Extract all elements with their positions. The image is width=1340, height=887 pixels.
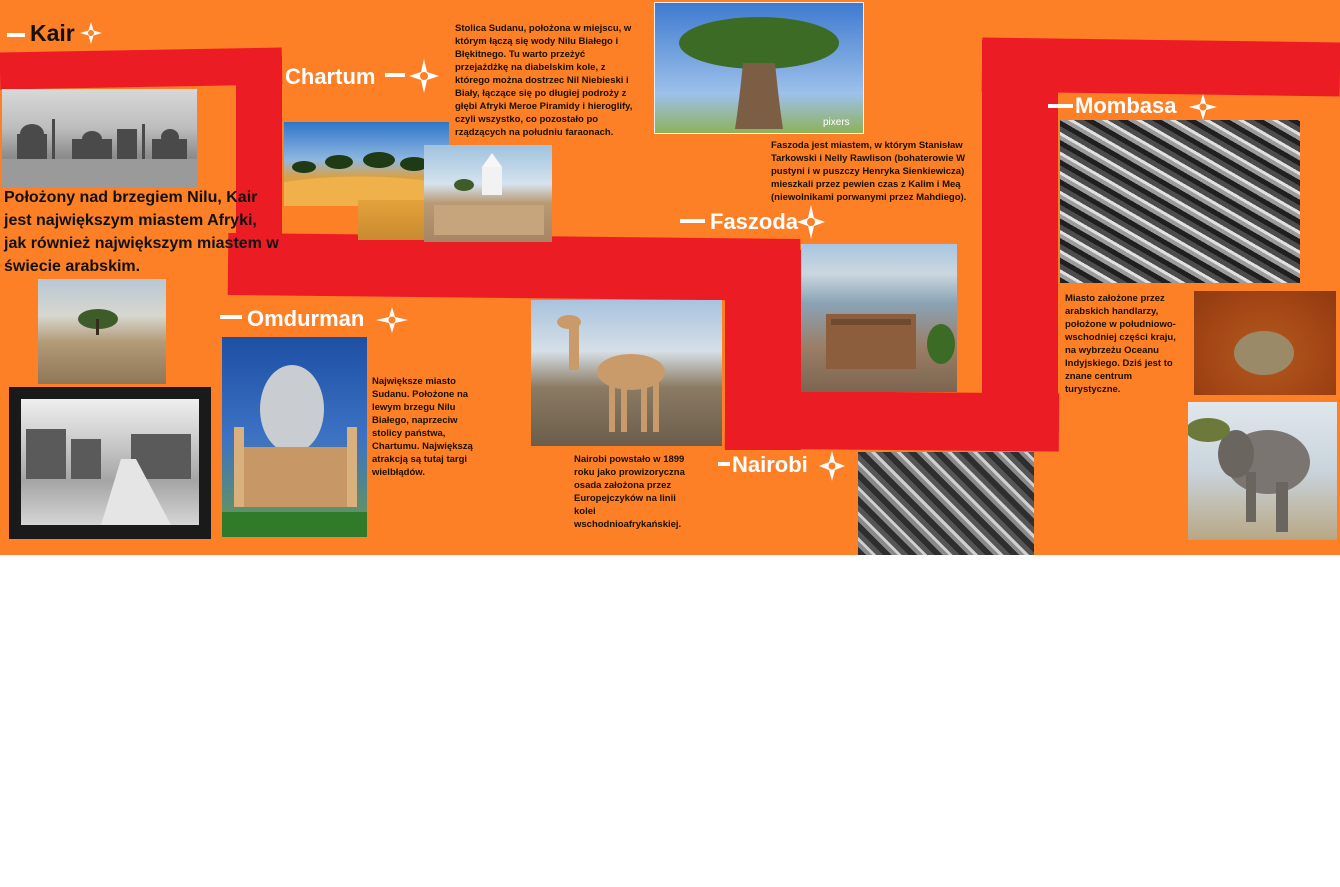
watermark: pixers xyxy=(823,117,850,128)
city-name-chartum: Chartum xyxy=(285,64,376,89)
photo-cairo-mosques xyxy=(2,89,197,187)
description-mombasa: Miasto założone przez arabskich handlarzy, położone w południowo-wschodniej części kraju, na wybrzeżu Oceanu Indyjskiego. Dziś jest to znane centrum turystyczne. xyxy=(1065,293,1176,395)
city-name-faszoda: Faszoda xyxy=(710,209,799,234)
photo-old-street xyxy=(9,387,211,539)
photo-baobab xyxy=(654,2,864,134)
photo-red-soil-bush xyxy=(1194,291,1336,395)
city-name-omdurman: Omdurman xyxy=(247,306,365,331)
description-omdurman: Największe miasto Sudanu. Położone na lewym brzegu Nilu Białego, naprzeciw stolicy państwa, Chartumu. Największą atrakcją są tutaj targi wielbłądów. xyxy=(372,376,473,478)
photo-mombasa-aerial xyxy=(1060,120,1300,283)
dash-marker-icon xyxy=(718,462,730,466)
photo-elephant xyxy=(1188,402,1337,540)
compass-star-icon xyxy=(375,306,409,334)
dash-marker-icon xyxy=(7,33,25,37)
dash-marker-icon xyxy=(680,219,705,223)
route-segment xyxy=(982,38,1340,97)
photo-nubian-tomb xyxy=(424,145,552,242)
city-name-nairobi: Nairobi xyxy=(732,452,808,477)
dash-marker-icon xyxy=(220,315,242,319)
compass-star-icon xyxy=(1188,93,1218,121)
compass-star-icon xyxy=(818,450,846,482)
description-chartum: Stolica Sudanu, położona w miejscu, w którym łączą się wody Nilu Białego i Błękitnego. Tu warto przeżyć przejażdżkę na diabelskim kole, z którego można dostrzec Nil Niebieski i Biały, łączące się po długiej podroży z głębi Afryki Meroe Piramidy i hieroglify, czyli wszystko, co pozostało po rządzących na południu faraonach. xyxy=(455,23,633,138)
photo-faszoda-city xyxy=(801,244,957,392)
dash-marker-icon xyxy=(385,73,405,77)
compass-star-icon xyxy=(796,204,826,240)
route-segment xyxy=(982,40,1058,450)
photo-sand-dunes xyxy=(358,200,428,240)
description-faszoda: Faszoda jest miastem, w którym Stanisław Tarkowski i Nelly Rawlison (bohaterowie W pustyni i w puszczy Henryka Sienkiewicza) mieszkali przez pewien czas z Kalim i Meą (niewolnikami porwanymi przez Mahdiego). xyxy=(771,140,967,203)
description-kair: Położony nad brzegiem Nilu, Kair jest największym miastem Afryki, jak również największym miastem w świecie arabskim. xyxy=(4,189,279,275)
city-name-mombasa: Mombasa xyxy=(1075,93,1177,118)
photo-camel xyxy=(531,300,722,446)
description-nairobi: Nairobi powstało w 1899 roku jako prowizoryczna osada założona przez Europejczyków na linii kolei wschodnioafrykańskiej. xyxy=(574,454,685,530)
photo-mahdi-tomb xyxy=(222,337,367,537)
city-name-kair: Kair xyxy=(30,20,75,46)
dash-marker-icon xyxy=(1048,104,1073,108)
compass-star-icon xyxy=(79,21,103,45)
compass-star-icon xyxy=(408,58,440,94)
route-segment xyxy=(228,233,801,301)
photo-savanna-tree xyxy=(38,279,166,384)
photo-nairobi-aerial xyxy=(858,452,1034,555)
